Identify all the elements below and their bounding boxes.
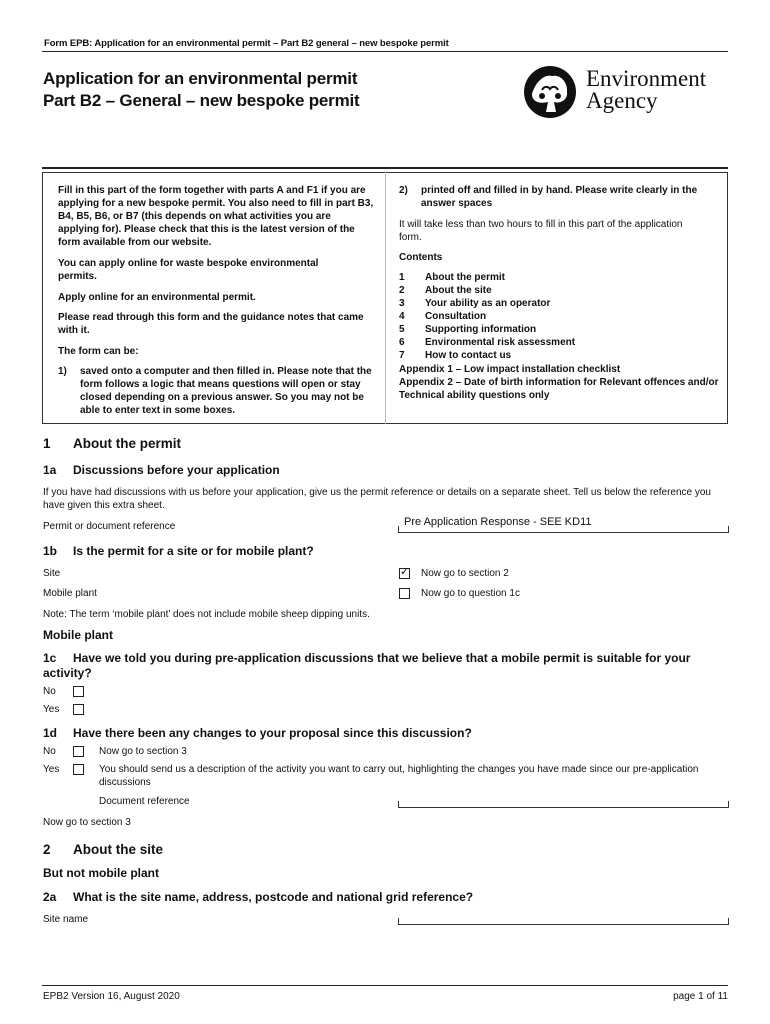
contents-item-7[interactable]: 7 How to contact us xyxy=(399,350,512,361)
question-1c-yes-label: Yes xyxy=(43,704,60,715)
site-name-label: Site name xyxy=(43,914,89,925)
contents-heading: Contents xyxy=(399,252,443,263)
section-1-title: About the permit xyxy=(73,436,181,451)
contents-item-5[interactable]: 5 Supporting information xyxy=(399,324,537,335)
section-2-subheading: But not mobile plant xyxy=(43,866,159,880)
footer-rule xyxy=(42,985,728,986)
footer-version: EPB2 Version 16, August 2020 xyxy=(43,991,180,1002)
site-name-field[interactable] xyxy=(398,918,729,925)
intro-item-2-number: 2) xyxy=(399,185,408,196)
question-1d-title: Have there been any changes to your proposal since this discussion? xyxy=(73,726,472,740)
permit-reference-label: Permit or document reference xyxy=(43,521,176,532)
section-1-number: 1 xyxy=(43,436,51,451)
intro-paragraph-4: Please read through this form and the guidance notes that came with it. xyxy=(58,312,364,336)
checkmark-icon: ✓ xyxy=(400,566,410,578)
question-1d-yes-checkbox[interactable] xyxy=(73,764,84,775)
question-1d-no-label: No xyxy=(43,746,56,757)
document-reference-label: Document reference xyxy=(99,796,190,807)
intro-paragraph-1: Fill in this part of the form together with parts A and F1 if you are applying for a new bespoke permit. You also need to fill in part B3, B4, B5, B6, or B7 (this depends on what activities you are applying for). Please check that this is the latest version of the form available from our website. xyxy=(58,185,374,248)
contents-item-3[interactable]: 3 Your ability as an operator xyxy=(399,298,551,309)
contents-item-2[interactable]: 2 About the site xyxy=(399,285,492,296)
header-rule xyxy=(42,51,728,52)
section-2-number: 2 xyxy=(43,842,51,857)
question-1d-no-goto: Now go to section 3 xyxy=(99,746,187,757)
question-2a-number: 2a xyxy=(43,890,57,904)
question-1c-title: Have we told you during pre-application discussions that we believe that a mobile permit is suitable for your activity? xyxy=(43,651,691,680)
question-2a-title: What is the site name, address, postcode and national grid reference? xyxy=(73,890,474,904)
title-rule xyxy=(42,167,728,169)
question-1c-number: 1c xyxy=(43,651,57,665)
time-note: It will take less than two hours to fill in this part of the application form. xyxy=(399,219,683,243)
logo-line-2: Agency xyxy=(586,88,658,113)
mobile-plant-note: Note: The term ‘mobile plant’ does not include mobile sheep dipping units. xyxy=(43,609,370,620)
question-1a-number: 1a xyxy=(43,463,57,477)
contents-item-4[interactable]: 4 Consultation xyxy=(399,311,487,322)
intro-divider xyxy=(385,172,386,424)
title-line-2: Part B2 – General – new bespoke permit xyxy=(43,91,360,110)
mobile-plant-label: Mobile plant xyxy=(43,588,97,599)
section-2-title: About the site xyxy=(73,842,163,857)
site-checkbox[interactable] xyxy=(399,568,410,579)
intro-item-2-text: printed off and filled in by hand. Please write clearly in the answer spaces xyxy=(421,185,698,209)
mobile-plant-goto: Now go to question 1c xyxy=(421,588,520,599)
question-1c-no-checkbox[interactable] xyxy=(73,686,84,697)
footer-page-number: page 1 of 11 xyxy=(673,991,728,1002)
contents-item-1[interactable]: 1 About the permit xyxy=(399,272,505,283)
question-1c-yes-checkbox[interactable] xyxy=(73,704,84,715)
permit-reference-value: Pre Application Response - SEE KD11 xyxy=(404,516,592,528)
document-reference-field[interactable] xyxy=(398,801,729,808)
question-1b-title: Is the permit for a site or for mobile plant? xyxy=(73,544,314,558)
intro-item-1-number: 1) xyxy=(58,366,67,377)
logo-line-1: Environment xyxy=(586,66,707,91)
environment-agency-logo-icon xyxy=(520,64,580,120)
contents-item-6[interactable]: 6 Environmental risk assessment xyxy=(399,337,576,348)
intro-item-1-text: saved onto a computer and then filled in. Please note that the form follows a logic that means questions will open or stay closed depending on a previous answer. So you may not be able to enter text in some boxes. xyxy=(80,366,372,416)
page-title xyxy=(43,68,359,112)
question-1d-yes-label: Yes xyxy=(43,764,60,775)
question-1d-number: 1d xyxy=(43,726,58,740)
question-1a-text: If you have had discussions with us before your application, give us the permit reference or details on a separate sheet. Tell us below the reference you have given this extra sheet. xyxy=(43,487,711,511)
question-1a-title: Discussions before your application xyxy=(73,463,280,477)
site-goto: Now go to section 2 xyxy=(421,568,509,579)
site-label: Site xyxy=(43,568,61,579)
question-1c-no-label: No xyxy=(43,686,56,697)
running-header: Form EPB: Application for an environmental permit – Part B2 general – new bespoke permit xyxy=(44,38,449,49)
logo-wordmark xyxy=(586,68,706,112)
question-1b-number: 1b xyxy=(43,544,58,558)
intro-paragraph-5: The form can be: xyxy=(58,346,139,357)
question-1d-no-checkbox[interactable] xyxy=(73,746,84,757)
intro-paragraph-3: Apply online for an environmental permit. xyxy=(58,292,256,303)
question-1d-yes-text: You should send us a description of the activity you want to carry out, highlighting the changes you have made since our pre-application discussions xyxy=(99,764,699,788)
mobile-plant-checkbox[interactable] xyxy=(399,588,410,599)
title-line-1: Application for an environmental permit xyxy=(43,69,358,88)
intro-paragraph-2: You can apply online for waste bespoke environmental permits. xyxy=(58,258,319,282)
mobile-plant-heading: Mobile plant xyxy=(43,628,113,642)
goto-section-3: Now go to section 3 xyxy=(43,817,131,828)
contents-appendix-1[interactable]: Appendix 1 – Low impact installation checklist xyxy=(399,364,621,375)
contents-appendix-2[interactable]: Appendix 2 – Date of birth information for Relevant offences and/or Technical ability questions only xyxy=(399,377,719,401)
